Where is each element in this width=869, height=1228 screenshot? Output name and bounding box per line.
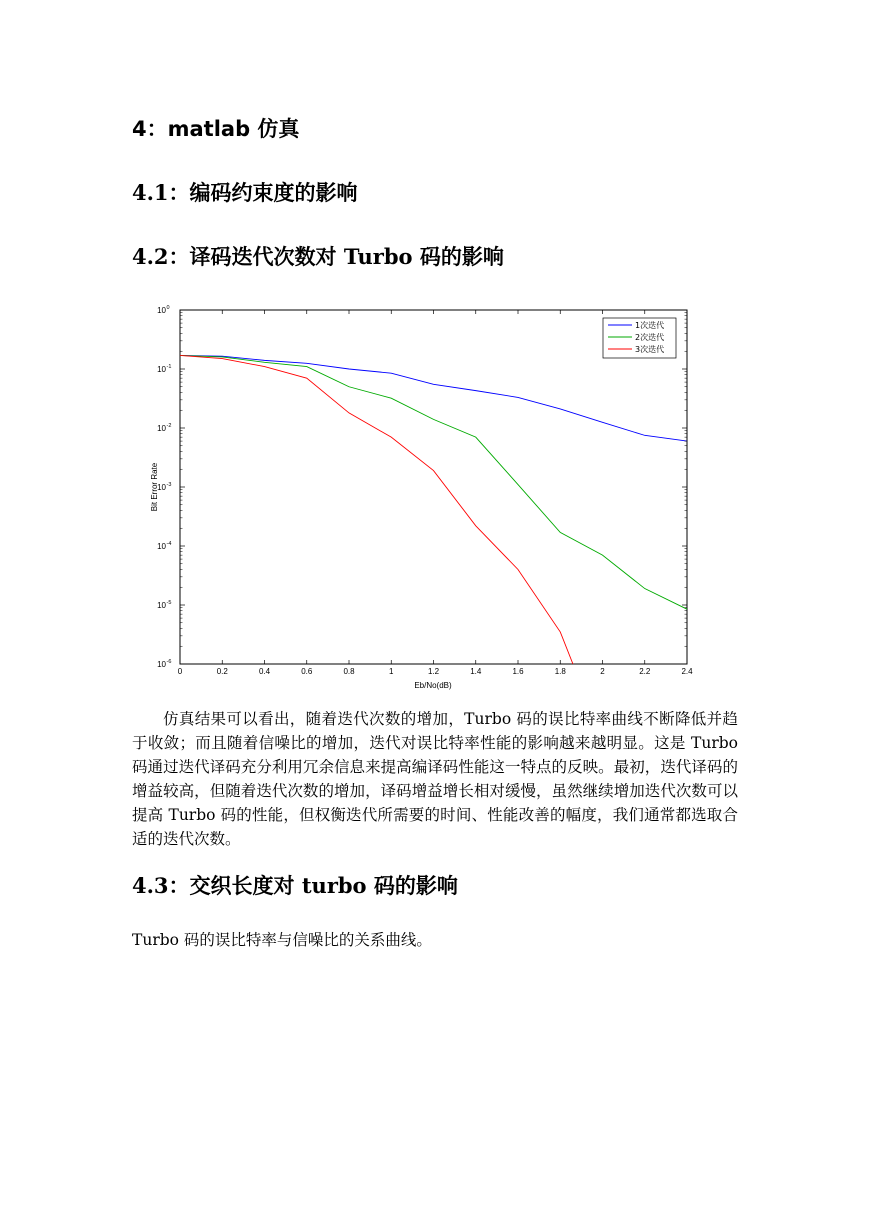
- x-tick-label: 0: [177, 667, 183, 676]
- y-tick-label: 10: [157, 483, 166, 492]
- section-heading-4-3: 4.3：交织长度对 turbo 码的影响: [132, 873, 458, 898]
- section-heading-4-1: 4.1：编码约束度的影响: [132, 180, 358, 205]
- x-tick-label: 0.8: [343, 667, 355, 676]
- legend-label-3: 3次迭代: [635, 345, 665, 354]
- x-tick-label: 2: [600, 667, 605, 676]
- y-tick-exponent: -4: [166, 541, 172, 547]
- y-tick-label: 10: [157, 601, 166, 610]
- y-tick-exponent: -5: [166, 600, 172, 606]
- x-tick-label: 1.2: [427, 667, 440, 676]
- x-tick-label: 1: [389, 667, 394, 676]
- ber-chart: [140, 300, 700, 695]
- y-tick-exponent: -6: [166, 659, 172, 665]
- section-heading-4-2: 4.2：译码迭代次数对 Turbo 码的影响: [132, 244, 504, 269]
- x-axis-label: Eb/No(dB): [414, 681, 452, 690]
- y-tick-exponent: -2: [166, 423, 172, 429]
- section-heading-4: 4：matlab 仿真: [132, 117, 300, 141]
- x-tick-label: 2.2: [639, 667, 651, 676]
- legend-label-2: 2次迭代: [635, 333, 665, 342]
- y-tick-label: 10: [157, 306, 166, 315]
- y-tick-exponent: 0: [166, 305, 170, 311]
- x-tick-label: 0.2: [216, 667, 228, 676]
- y-axis-label: Bit Error Rate: [150, 462, 159, 512]
- caption-paragraph: Turbo 码的误比特率与信噪比的关系曲线。: [132, 931, 432, 949]
- x-tick-label: 1.8: [554, 667, 566, 676]
- x-tick-label: 2.4: [681, 667, 693, 676]
- x-tick-label: 0.6: [301, 667, 313, 676]
- y-tick-label: 10: [157, 660, 166, 669]
- ber-chart-figure: [140, 300, 700, 695]
- legend-label-1: 1次迭代: [635, 321, 665, 330]
- y-tick-exponent: -1: [166, 364, 172, 370]
- plot-area: [180, 310, 687, 664]
- y-tick-exponent: -3: [166, 482, 172, 488]
- y-tick-label: 10: [157, 424, 166, 433]
- y-tick-label: 10: [157, 365, 166, 374]
- chart-legend: [603, 318, 676, 358]
- x-tick-label: 0.4: [258, 667, 271, 676]
- y-tick-label: 10: [157, 542, 166, 551]
- x-tick-label: 1.6: [512, 667, 524, 676]
- results-paragraph: 仿真结果可以看出，随着迭代次数的增加，Turbo 码的误比特率曲线不断降低并趋于收敛；而且随着信噪比的增加，迭代对误比特率性能的影响越来越明显。这是 Turbo 码通过迭代译码充分利用冗余信息来提高编译码性能这一特点的反映。最初，迭代译码的增益较高，但随着迭代次数的增加，译码增益增长相对缓慢，虽然继续增加迭代次数可以提高 Turbo 码的性能，但权衡迭代所需要的时间、性能改善的幅度，我们通常都选取合适的迭代次数。: [132, 710, 738, 848]
- x-tick-label: 1.4: [470, 667, 482, 676]
